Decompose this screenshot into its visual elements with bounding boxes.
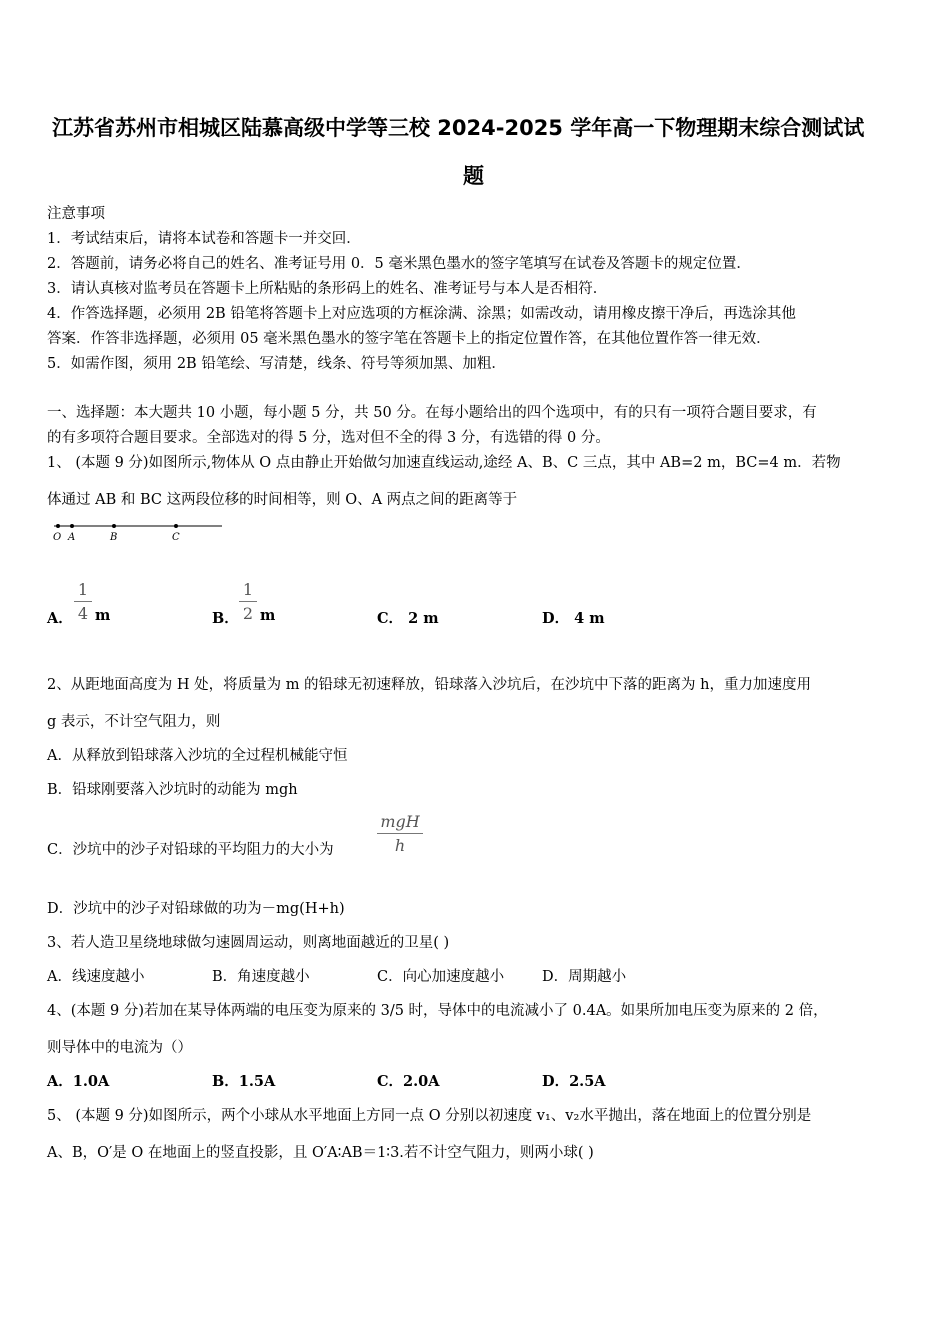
q1-option-a-denominator: 4 [77,604,89,623]
q1-point-o [56,524,60,528]
q1-option-a-label: A． [47,610,73,627]
q1-option-b-label: B． [212,610,239,627]
q5-line1: 5、 (本题 9 分)如图所示，两个小球从水平地面上方同一点 O 分别以初速度 v₁、v₂水平抛出，落在地面上的位置分别是 [47,1108,812,1124]
q2-option-c: C．沙坑中的沙子对铅球的平均阻力的大小为 [47,842,334,858]
q1-label-b: B [110,532,118,543]
notice-heading: 注意事项 [47,206,105,222]
q1-option-c: C． 2 m [377,610,439,627]
q1-label-a: A [68,532,76,543]
q2-line1: 2、从距地面高度为 H 处，将质量为 m 的铅球无初速释放，铅球落入沙坑后，在沙坑中下落的距离为 h，重力加速度用 [47,677,811,693]
q1-option-a-numerator: 1 [77,580,89,599]
q2-option-c-fraction [377,812,423,855]
q1-option-b-denominator: 2 [242,604,254,623]
q4-option-d: D．2.5A [542,1073,606,1090]
page-title-line1: 江苏省苏州市相城区陆慕高级中学等三校 2024-2025 学年高一下物理期末综合测试试 [52,116,865,140]
q1-label-o: O [53,532,62,543]
q2-line2: g 表示，不计空气阻力，则 [47,714,221,730]
q1-line1: 1、 (本题 9 分)如图所示,物体从 O 点由静止开始做匀加速直线运动,途经 A、B、C 三点，其中 AB=2 m，BC=4 m．若物 [47,455,841,471]
q1-option-b-fraction [239,580,257,623]
q5-line2: A、B，O′是 O 在地面上的竖直投影，且 O′A∶AB＝1∶3.若不计空气阻力，则两小球( ) [47,1145,594,1161]
notice-item-4-cont: 答案．作答非选择题，必须用 05 毫米黑色墨水的签字笔在答题卡上的指定位置作答，在其他位置作答一律无效． [47,331,771,347]
q1-option-b-unit: m [260,607,276,624]
q3-option-b: B．角速度越小 [212,969,310,985]
q1-point-c [174,524,178,528]
notice-item-5: 5．如需作图，须用 2B 铅笔绘、写清楚，线条、符号等须加黑、加粗． [47,356,506,372]
q4-option-b: B．1.5A [212,1073,276,1090]
q1-line2: 体通过 AB 和 BC 这两段位移的时间相等，则 O、A 两点之间的距离等于 [47,492,518,508]
notice-item-3: 3．请认真核对监考员在答题卡上所粘贴的条形码上的姓名、准考证号与本人是否相符． [47,281,608,297]
q1-option-a-fraction [74,580,92,623]
q3-option-c: C．向心加速度越小 [377,969,505,985]
q1-figure-line-diagram [50,518,225,544]
q4-line2: 则导体中的电流为（） [47,1040,192,1056]
q3-line1: 3、若人造卫星绕地球做匀速圆周运动，则离地面越近的卫星( ) [47,935,450,951]
q1-option-b-numerator: 1 [242,580,254,599]
q3-option-d: D．周期越小 [542,969,627,985]
q1-point-a [70,524,74,528]
q2-option-d: D．沙坑中的沙子对铅球做的功为－mg(H+h) [47,901,345,917]
section1-line1: 一、选择题：本大题共 10 小题，每小题 5 分，共 50 分。在每小题给出的四个选项中，有的只有一项符合题目要求，有 [47,405,817,421]
q2-option-c-denominator: h [394,836,406,855]
page-title-line2: 题 [463,164,484,188]
q2-option-a: A．从释放到铅球落入沙坑的全过程机械能守恒 [47,748,348,764]
q1-option-a-unit: m [95,607,111,624]
q2-option-b: B．铅球刚要落入沙坑时的动能为 mgh [47,782,298,798]
notice-item-2: 2．答题前，请务必将自己的姓名、准考证号用 0．5 毫米黑色墨水的签字笔填写在试卷及答题卡的规定位置． [47,256,751,272]
notice-item-4: 4．作答选择题，必须用 2B 铅笔将答题卡上对应选项的方框涂满、涂黑；如需改动，请用橡皮擦干净后，再选涂其他 [47,306,796,322]
q4-option-a: A．1.0A [47,1073,110,1090]
q2-option-c-numerator: mgH [380,812,420,831]
section1-line2: 的有多项符合题目要求。全部选对的得 5 分，选对但不全的得 3 分，有选错的得 0 分。 [47,430,610,446]
q1-label-c: C [172,532,180,543]
q1-point-b [112,524,116,528]
notice-item-1: 1．考试结束后，请将本试卷和答题卡一并交回． [47,231,361,247]
q3-option-a: A．线速度越小 [47,969,145,985]
q1-option-d: D． 4 m [542,610,605,627]
q4-option-c: C．2.0A [377,1073,440,1090]
q4-line1: 4、(本题 9 分)若加在某导体两端的电压变为原来的 3/5 时，导体中的电流减小了 0.4A。如果所加电压变为原来的 2 倍， [47,1003,828,1019]
